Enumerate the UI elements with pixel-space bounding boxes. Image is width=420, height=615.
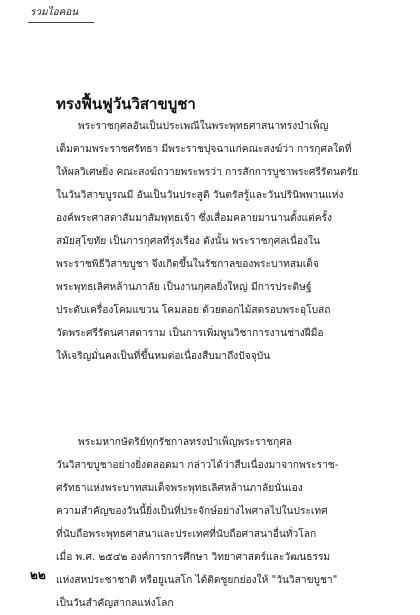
page-number: ๒๒: [30, 568, 46, 582]
text-line: พระพุทธเลิศหล้านภาลัย เป็นงานกุศลยิ่งใหญ่ มีการประดิษฐ์: [56, 282, 312, 293]
text-line: พระราชพิธีวิสาขบูชา จึงเกิดขึ้นในรัชกาลของพระบาทสมเด็จ: [56, 259, 319, 270]
text-line: ความสำคัญของวันนี้ยิ่งเป็นที่ประจักษ์อย่างไพศาลไปในประเทศ: [56, 506, 328, 517]
text-line: แห่งสหประชาชาติ หรือยูเนสโก ได้ติดชูยกย่องให้ "วันวิสาขบูชา": [56, 575, 338, 586]
header-divider: [28, 22, 94, 23]
text-line: องค์พระศาสดาสัมมาสัมพุทธเจ้า ซึ่งเสื่อมคลายมานานตั้งแต่ครั้ง: [56, 213, 332, 224]
text-line: เต็มตามพระราชศรัทธา มีพระราชปุจฉาแก่คณะสงฆ์ว่า การกุศลใดที่: [56, 144, 352, 155]
text-line: วันวิสาขบูชาอย่างยิ่งตลอดมา กล่าวได้ว่าสืบเนื่องมาจากพระราช-: [56, 460, 339, 471]
text-line: ประดับเครื่องโคมแขวน โคมลอย ด้วยดอกไม้สดรอบพระอุโบสถ: [56, 305, 331, 316]
running-header: รวมไอคอน: [30, 7, 79, 18]
section-title: ทรงฟื้นฟูวันวิสาขบูชา: [56, 95, 196, 113]
text-line: ที่นับถือพระพุทธศาสนาและประเทศที่นับถือศาสนาอื่นทั่วโลก: [56, 529, 317, 540]
text-line: ศรัทธาแห่งพระบาทสมเด็จพระพุทธเลิศหล้านภาลัยนั่นเอง: [56, 483, 303, 494]
paragraph-2: [56, 431, 392, 615]
text-line: เป็นวันสำคัญสากลแห่งโลก: [56, 598, 174, 609]
text-line: ให้เจริญมั่นคงเป็นที่ขึ้นหมด่อเนื่องสืบมาถึงปัจจุบัน: [56, 351, 271, 362]
text-line: พระมหากษัตริย์ทุกรัชกาลทรงบำเพ็ญพระราชกุศล: [78, 437, 293, 448]
text-line: ให้ผลวิเศษยิ่ง คณะสงฆ์ถวายพระพรว่า การสักการบูชาพระศรีรัตนตรัย: [56, 167, 358, 178]
text-line: เมื่อ พ.ศ. ๒๕๔๒ องค์การการศึกษา วิทยาศาสตร์และวัฒนธรรม: [56, 552, 331, 563]
text-line: ในวันวิสาขบูรณมี อันเป็นวันประสูติ วันตรัสรู้และวันปรินิพพานแห่ง: [56, 190, 344, 201]
text-line: สมัยสุโขทัย เป็นการกุศลที่รุ่งเรือง ดังนั้น พระราชกุศลเนื่องใน: [56, 236, 320, 247]
text-line: วัดพระศรีรัตนศาสดาราม เป็นการเพิ่มพูนวิชาการงานช่างฝีมือ: [56, 328, 324, 339]
text-line: พระราชกุศลอันเป็นประเพณีในพระพุทธศาสนาทรงบำเพ็ญ: [78, 121, 329, 132]
paragraph-1: [56, 115, 392, 368]
